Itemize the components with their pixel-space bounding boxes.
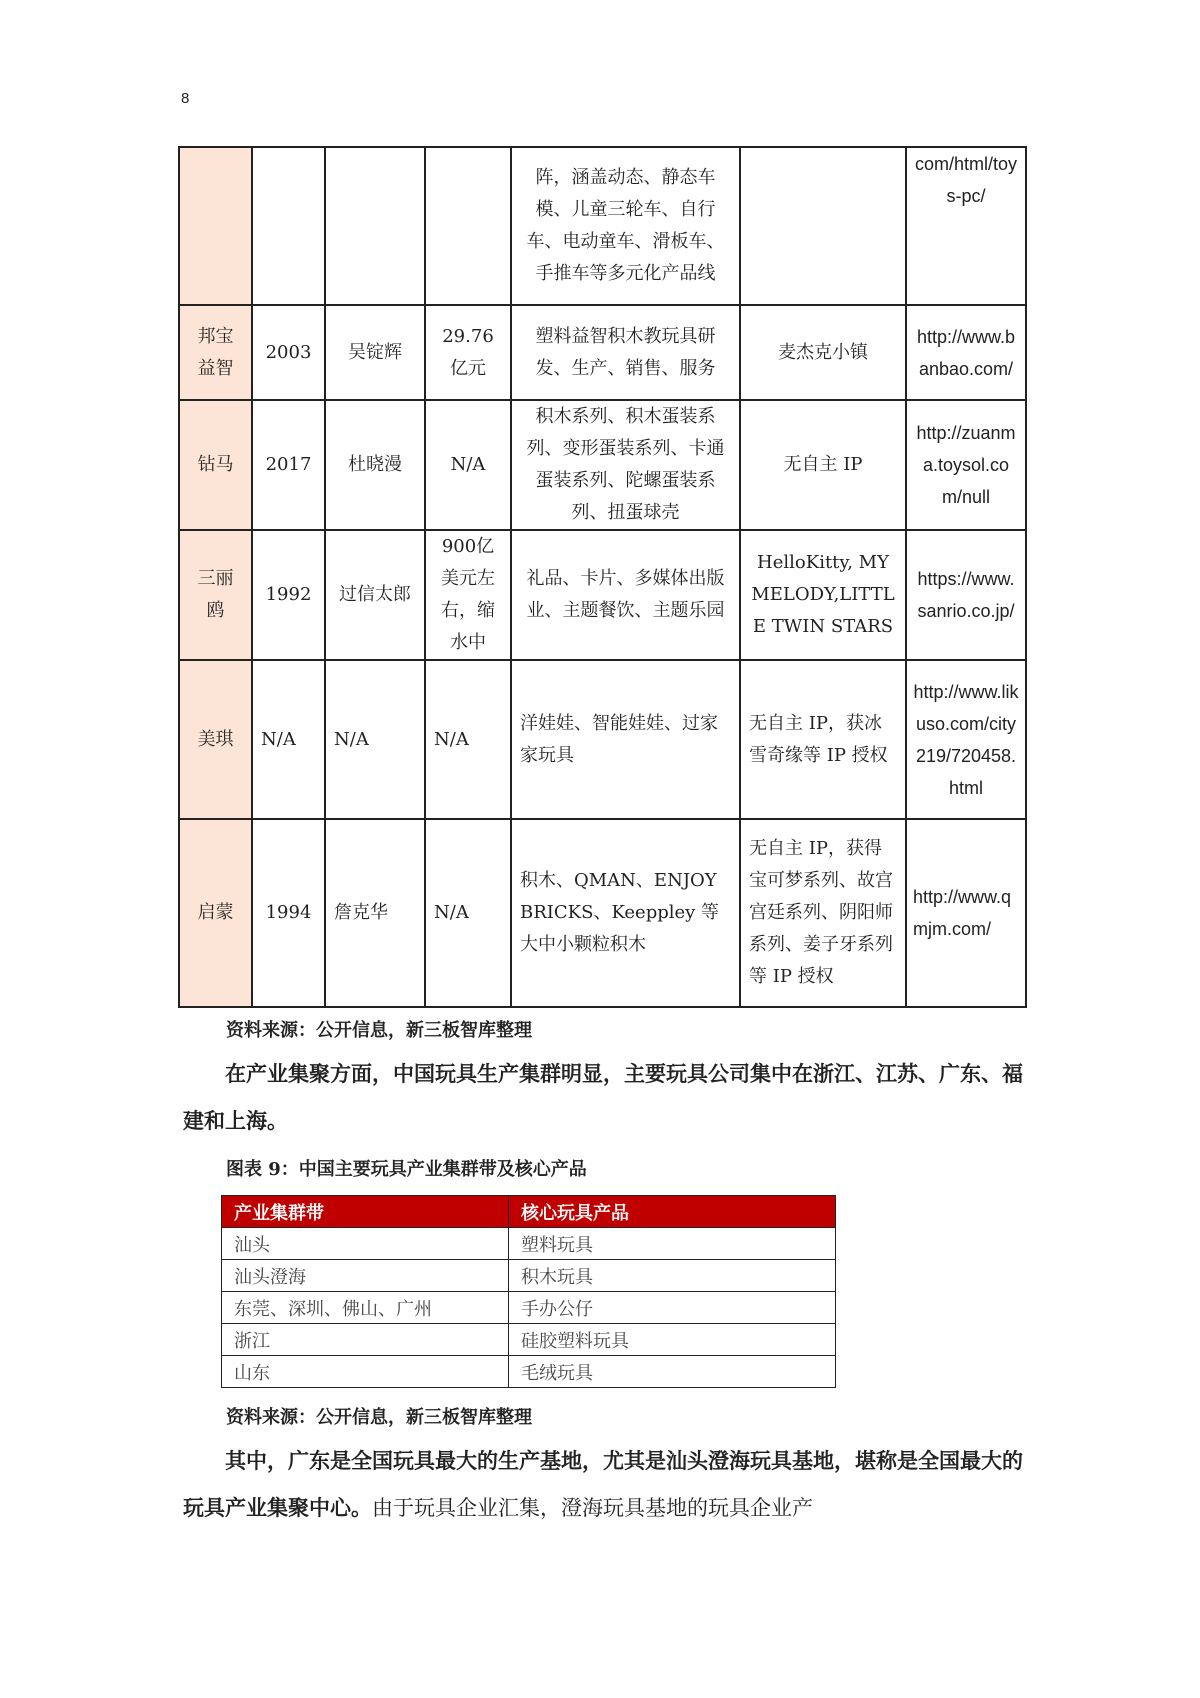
business: 积木系列、积木蛋装系列、变形蛋装系列、卡通蛋装系列、陀螺蛋装系列、扭蛋球壳 <box>511 400 740 530</box>
company-name: 三丽鸥 <box>179 530 252 660</box>
company-name: 钻马 <box>179 400 252 530</box>
table-row <box>222 1292 836 1324</box>
website: com/html/toys-pc/ <box>906 147 1026 305</box>
founded-year: 2017 <box>252 400 325 530</box>
revenue: N/A <box>425 400 511 530</box>
column-header: 产业集群带 <box>222 1196 509 1228</box>
cluster-cell: 浙江 <box>222 1324 509 1356</box>
table-row <box>179 660 1026 819</box>
business: 阵，涵盖动态、静态车模、儿童三轮车、自行车、电动童车、滑板车、手推车等多元化产品线 <box>511 147 740 305</box>
founded-year <box>252 147 325 305</box>
revenue: N/A <box>425 660 511 819</box>
cluster-cell: 汕头 <box>222 1228 509 1260</box>
ip: 无自主 IP，获得宝可梦系列、故宫宫廷系列、阴阳师系列、姜子牙系列等 IP 授权 <box>740 819 906 1007</box>
company-name <box>179 147 252 305</box>
table-row <box>222 1356 836 1388</box>
table-row <box>222 1260 836 1292</box>
ip <box>740 147 906 305</box>
website: http://www.banbao.com/ <box>906 305 1026 400</box>
column-header: 核心玩具产品 <box>509 1196 836 1228</box>
revenue: N/A <box>425 819 511 1007</box>
ip: 麦杰克小镇 <box>740 305 906 400</box>
cluster-cell: 东莞、深圳、佛山、广州 <box>222 1292 509 1324</box>
table-row <box>222 1324 836 1356</box>
table-row <box>179 147 1026 305</box>
founder: 杜晓漫 <box>325 400 425 530</box>
company-name: 邦宝益智 <box>179 305 252 400</box>
page-number: 8 <box>181 90 190 107</box>
cluster-table <box>221 1195 836 1388</box>
product-cell: 手办公仔 <box>509 1292 836 1324</box>
ip: 无自主 IP，获冰雪奇缘等 IP 授权 <box>740 660 906 819</box>
table-row <box>179 400 1026 530</box>
company-table <box>178 146 1027 1008</box>
cluster-cell: 汕头澄海 <box>222 1260 509 1292</box>
business: 积木、QMAN、ENJOY BRICKS、Keeppley 等大中小颗粒积木 <box>511 819 740 1007</box>
table-row <box>222 1228 836 1260</box>
company-name: 美琪 <box>179 660 252 819</box>
website: http://zuanma.toysol.com/null <box>906 400 1026 530</box>
founded-year: 1994 <box>252 819 325 1007</box>
cluster-cell: 山东 <box>222 1356 509 1388</box>
founder <box>325 147 425 305</box>
revenue <box>425 147 511 305</box>
table-header-row <box>222 1196 836 1228</box>
figure-caption: 图表 9：中国主要玩具产业集群带及核心产品 <box>226 1159 587 1180</box>
founder: 詹克华 <box>325 819 425 1007</box>
bold-text: 其中，广东是全国玩具最大的生产基地，尤其是汕头澄海玩具基地，堪称是全国最大的玩具产业集聚中心。 <box>183 1448 1023 1520</box>
founder: 过信太郎 <box>325 530 425 660</box>
founded-year: 1992 <box>252 530 325 660</box>
table-row <box>179 305 1026 400</box>
business: 礼品、卡片、多媒体出版业、主题餐饮、主题乐园 <box>511 530 740 660</box>
body-paragraph: 在产业集聚方面，中国玩具生产集群明显，主要玩具公司集中在浙江、江苏、广东、福建和上海。 <box>183 1061 1023 1133</box>
source-note: 资料来源：公开信息，新三板智库整理 <box>226 1407 532 1428</box>
table-row <box>179 530 1026 660</box>
website: http://www.likuso.com/city219/720458.html <box>906 660 1026 819</box>
product-cell: 毛绒玩具 <box>509 1356 836 1388</box>
founder: 吴锭辉 <box>325 305 425 400</box>
company-name: 启蒙 <box>179 819 252 1007</box>
ip: HelloKitty, MYMELODY,LITTLE TWIN STARS <box>740 530 906 660</box>
product-cell: 积木玩具 <box>509 1260 836 1292</box>
table-row <box>179 819 1026 1007</box>
normal-text: 由于玩具企业汇集，澄海玩具基地的玩具企业产 <box>372 1496 813 1520</box>
website: https://www.sanrio.co.jp/ <box>906 530 1026 660</box>
body-paragraph <box>183 1437 1023 1532</box>
founded-year: 2003 <box>252 305 325 400</box>
business: 洋娃娃、智能娃娃、过家家玩具 <box>511 660 740 819</box>
revenue: 900亿美元左右，缩水中 <box>425 530 511 660</box>
business: 塑料益智积木教玩具研发、生产、销售、服务 <box>511 305 740 400</box>
product-cell: 硅胶塑料玩具 <box>509 1324 836 1356</box>
founded-year: N/A <box>252 660 325 819</box>
revenue: 29.76亿元 <box>425 305 511 400</box>
product-cell: 塑料玩具 <box>509 1228 836 1260</box>
founder: N/A <box>325 660 425 819</box>
ip: 无自主 IP <box>740 400 906 530</box>
source-note: 资料来源：公开信息，新三板智库整理 <box>226 1020 532 1041</box>
website: http://www.qmjm.com/ <box>906 819 1026 1007</box>
